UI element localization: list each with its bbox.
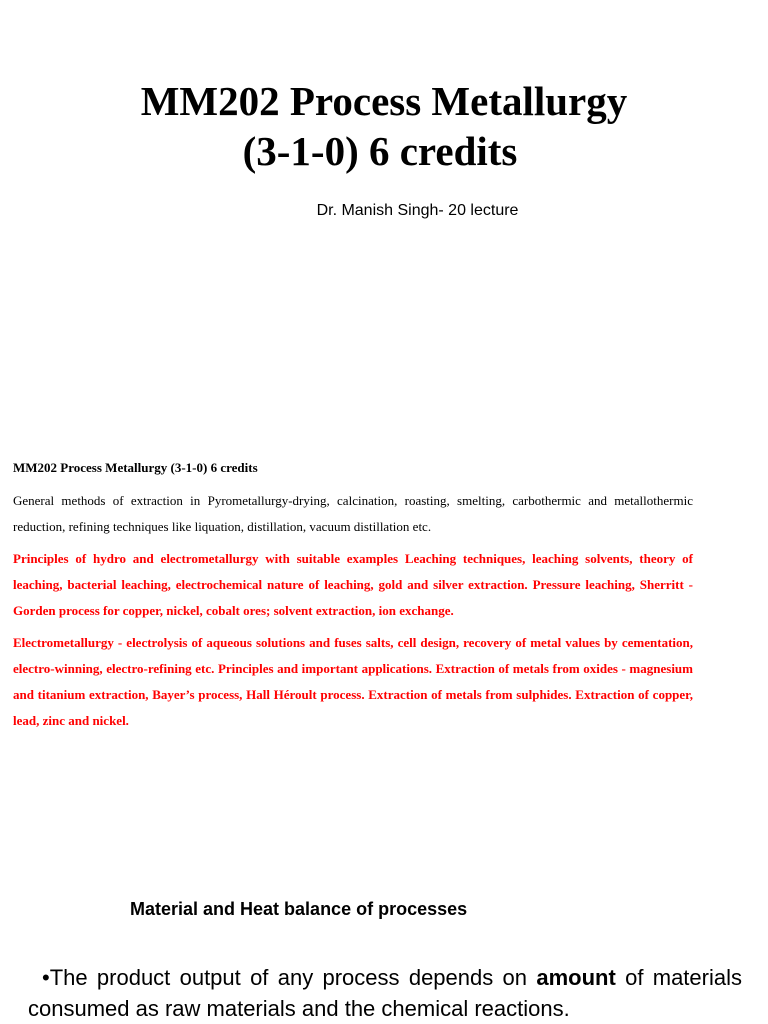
slide-subtitle: Dr. Manish Singh- 20 lecture: [316, 202, 519, 219]
syllabus-paragraph-hydrometallurgy: Principles of hydro and electrometallurgy with suitable examples Leaching techniques, leaching solvents, theory of leaching, bacterial leaching, electrochemical nature of leaching, gold and silver extraction. Pressure leaching, Sherritt - Gorden process for copper, nickel, cobalt ores; solvent extraction, ion exchange.: [13, 551, 693, 618]
section-title: Material and Heat balance of processes: [130, 899, 468, 919]
bullet-bold-word: amount: [536, 965, 616, 990]
syllabus-block: [13, 455, 693, 740]
slide-title: [0, 76, 768, 176]
bullet-text-before: The product output of any process depends on: [49, 965, 537, 990]
syllabus-heading: MM202 Process Metallurgy (3-1-0) 6 credits: [13, 460, 258, 475]
slide-title-line-2: (3-1-0) 6 credits: [242, 128, 518, 174]
bullet-marker: •: [42, 965, 50, 990]
syllabus-paragraph-pyrometallurgy: General methods of extraction in Pyrometallurgy-drying, calcination, roasting, smelting, carbothermic and metallothermic reduction, refining techniques like liquation, distillation, vacuum distillation etc.: [13, 493, 693, 534]
bullet-text-after: of materials consumed as raw materials and the chemical reactions.: [28, 965, 742, 1021]
bullet-point: [28, 962, 742, 1024]
syllabus-paragraph-electrometallurgy: Electrometallurgy - electrolysis of aqueous solutions and fuses salts, cell design, recovery of metal values by cementation, electro-winning, electro-refining etc. Principles and important applications. Extraction of metals from oxides - magnesium and titanium extraction, Bayer’s process, Hall Héroult process. Extraction of metals from sulphides. Extraction of copper, lead, zinc and nickel.: [13, 635, 693, 728]
slide-title-line-1: MM202 Process Metallurgy: [140, 78, 628, 124]
